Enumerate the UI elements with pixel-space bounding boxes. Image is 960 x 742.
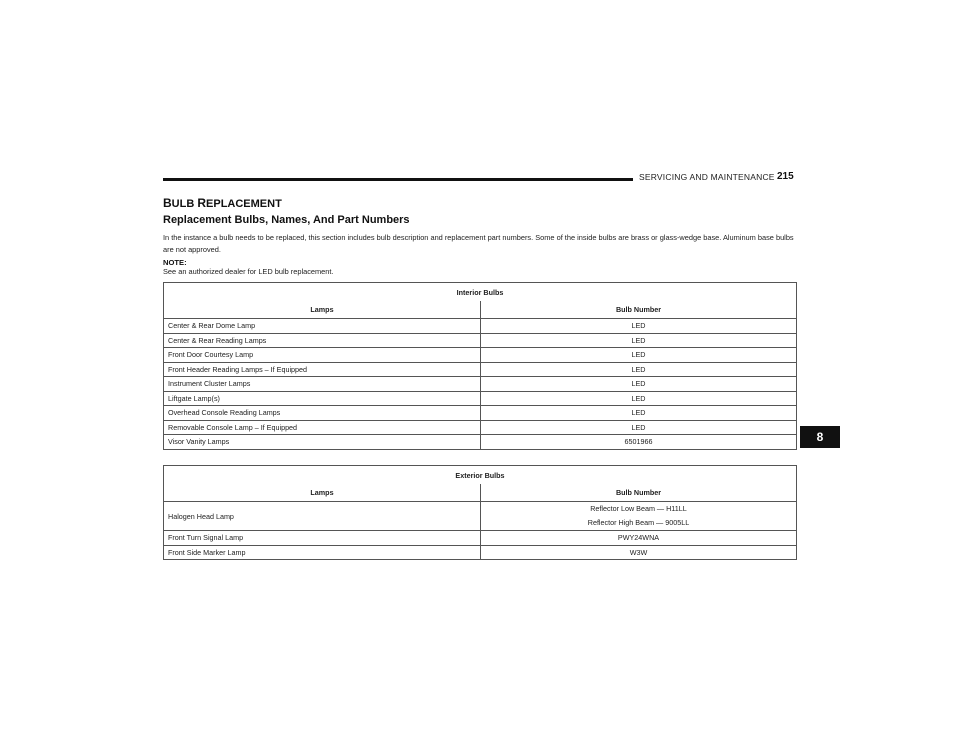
bulb-high-beam: Reflector High Beam — 9005LL xyxy=(587,518,690,527)
bulb-number-cell: LED xyxy=(481,391,797,406)
exterior-col-bulb-number: Bulb Number xyxy=(481,484,797,502)
bulb-number-cell: LED xyxy=(481,362,797,377)
lamp-cell: Halogen Head Lamp xyxy=(164,502,481,531)
note-label: NOTE: xyxy=(163,258,187,267)
section-title-smallcaps-1: ULB xyxy=(171,198,198,210)
table-row xyxy=(164,545,797,560)
lamp-cell: Overhead Console Reading Lamps xyxy=(164,406,481,421)
section-title-initial: B xyxy=(163,196,172,210)
table-row xyxy=(164,319,797,334)
table-row xyxy=(164,406,797,421)
bulb-number-cell: LED xyxy=(481,333,797,348)
subsection-title: Replacement Bulbs, Names, And Part Numbers xyxy=(163,214,410,226)
bulb-number-cell: LED xyxy=(481,377,797,392)
bulb-number-cell: LED xyxy=(481,420,797,435)
table-row xyxy=(164,502,797,531)
section-title xyxy=(163,196,282,210)
lamp-cell: Center & Rear Dome Lamp xyxy=(164,319,481,334)
running-header-section: SERVICING AND MAINTENANCE xyxy=(639,172,775,182)
lamp-cell: Liftgate Lamp(s) xyxy=(164,391,481,406)
bulb-number-cell xyxy=(481,502,797,531)
bulb-number-cell: LED xyxy=(481,406,797,421)
section-title-smallcaps-2: EPLACEMENT xyxy=(206,198,282,210)
chapter-tab: 8 xyxy=(800,426,840,448)
lamp-cell: Removable Console Lamp – If Equipped xyxy=(164,420,481,435)
exterior-bulbs-table xyxy=(163,465,797,560)
header-rule xyxy=(163,178,633,181)
interior-col-bulb-number: Bulb Number xyxy=(481,301,797,319)
exterior-col-lamps: Lamps xyxy=(164,484,481,502)
bulb-number-cell: PWY24WNA xyxy=(481,531,797,546)
table-row xyxy=(164,362,797,377)
exterior-table-caption: Exterior Bulbs xyxy=(164,466,797,485)
table-row xyxy=(164,333,797,348)
lamp-cell: Visor Vanity Lamps xyxy=(164,435,481,450)
lamp-cell: Front Door Courtesy Lamp xyxy=(164,348,481,363)
bulb-number-cell: 6501966 xyxy=(481,435,797,450)
bulb-low-beam: Reflector Low Beam — H11LL xyxy=(590,504,687,513)
table-row xyxy=(164,348,797,363)
note-text: See an authorized dealer for LED bulb replacement. xyxy=(163,267,334,276)
bulb-number-cell: LED xyxy=(481,319,797,334)
table-row xyxy=(164,420,797,435)
lamp-cell: Instrument Cluster Lamps xyxy=(164,377,481,392)
table-row xyxy=(164,531,797,546)
table-row xyxy=(164,377,797,392)
section-title-initial-2: R xyxy=(197,196,207,210)
table-row xyxy=(164,435,797,450)
interior-col-lamps: Lamps xyxy=(164,301,481,319)
interior-bulbs-table xyxy=(163,282,797,450)
interior-table-caption: Interior Bulbs xyxy=(164,283,797,302)
page-number: 215 xyxy=(777,171,794,182)
lamp-cell: Front Header Reading Lamps – If Equipped xyxy=(164,362,481,377)
bulb-number-cell: W3W xyxy=(481,545,797,560)
intro-paragraph: In the instance a bulb needs to be replaced, this section includes bulb description and replacement part numbers. Some of the inside bulbs are brass or glass-wedge base. Aluminum base bulbs are not approved. xyxy=(163,233,794,254)
table-row xyxy=(164,391,797,406)
lamp-cell: Front Turn Signal Lamp xyxy=(164,531,481,546)
lamp-cell: Center & Rear Reading Lamps xyxy=(164,333,481,348)
bulb-number-cell: LED xyxy=(481,348,797,363)
lamp-cell: Front Side Marker Lamp xyxy=(164,545,481,560)
